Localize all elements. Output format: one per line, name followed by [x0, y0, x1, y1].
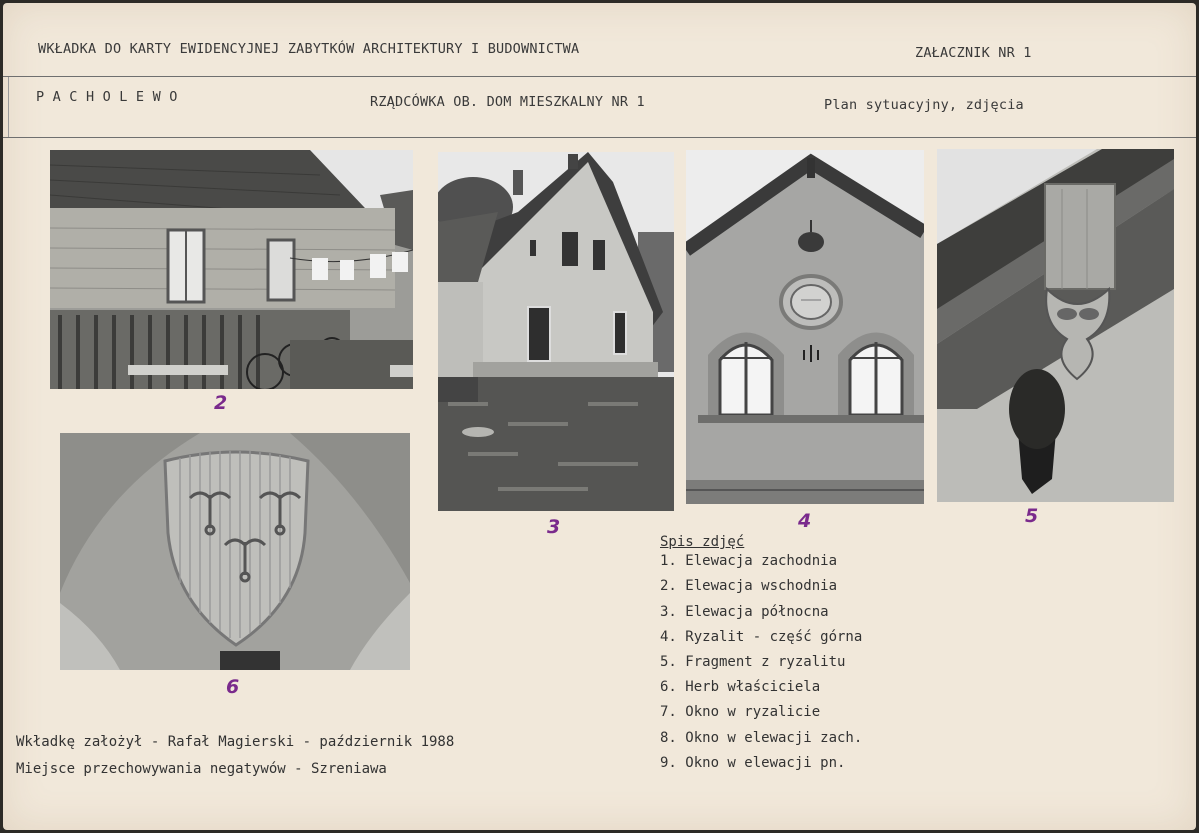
negative-storage-line: Miejsce przechowywania negatywów - Szreniawa: [16, 761, 387, 777]
attachment-label: ZAŁACZNIK NR 1: [915, 45, 1032, 61]
photo-number-5: 5: [1025, 505, 1039, 527]
list-item: 9. Okno w elewacji pn.: [660, 754, 846, 771]
photo-2-west-elevation: [50, 150, 413, 389]
margin-rule: [8, 77, 9, 137]
record-card: [3, 3, 1196, 830]
author-line: Wkładkę założył - Rafał Magierski - październik 1988: [16, 734, 455, 750]
list-item: 5. Fragment z ryzalitu: [660, 654, 846, 671]
list-item: 2. Elewacja wschodnia: [660, 578, 838, 595]
photo-5-risalit-fragment: [937, 149, 1174, 502]
content-description: Plan sytuacyjny, zdjęcia: [824, 97, 1024, 113]
photo-3-north-elevation: [438, 152, 674, 511]
list-item: 1. Elewacja zachodnia: [660, 553, 838, 570]
place-name: P A C H O L E W O: [36, 89, 178, 105]
photo-number-2: 2: [214, 392, 228, 414]
object-name: RZĄDCÓWKA OB. DOM MIESZKALNY NR 1: [370, 94, 645, 110]
header-rule-top: [3, 76, 1196, 77]
photo-number-3: 3: [547, 516, 561, 538]
list-item: 4. Ryzalit - część górna: [660, 628, 863, 645]
list-item: 8. Okno w elewacji zach.: [660, 729, 863, 746]
list-item: 7. Okno w ryzalicie: [660, 704, 821, 721]
list-item: 6. Herb właściciela: [660, 679, 821, 696]
photo-list: [660, 530, 862, 776]
photo-6-coat-of-arms: [60, 433, 410, 670]
photo-number-4: 4: [798, 510, 812, 532]
header-rule-bottom: [3, 137, 1196, 138]
photo-number-6: 6: [226, 676, 240, 698]
photo-4-risalit-upper: [686, 150, 924, 504]
photo-list-title: Spis zdjęć: [660, 534, 745, 550]
form-title: WKŁADKA DO KARTY EWIDENCYJNEJ ZABYTKÓW ARCHITEKTURY I BUDOWNICTWA: [38, 41, 580, 57]
list-item: 3. Elewacja północna: [660, 603, 829, 620]
